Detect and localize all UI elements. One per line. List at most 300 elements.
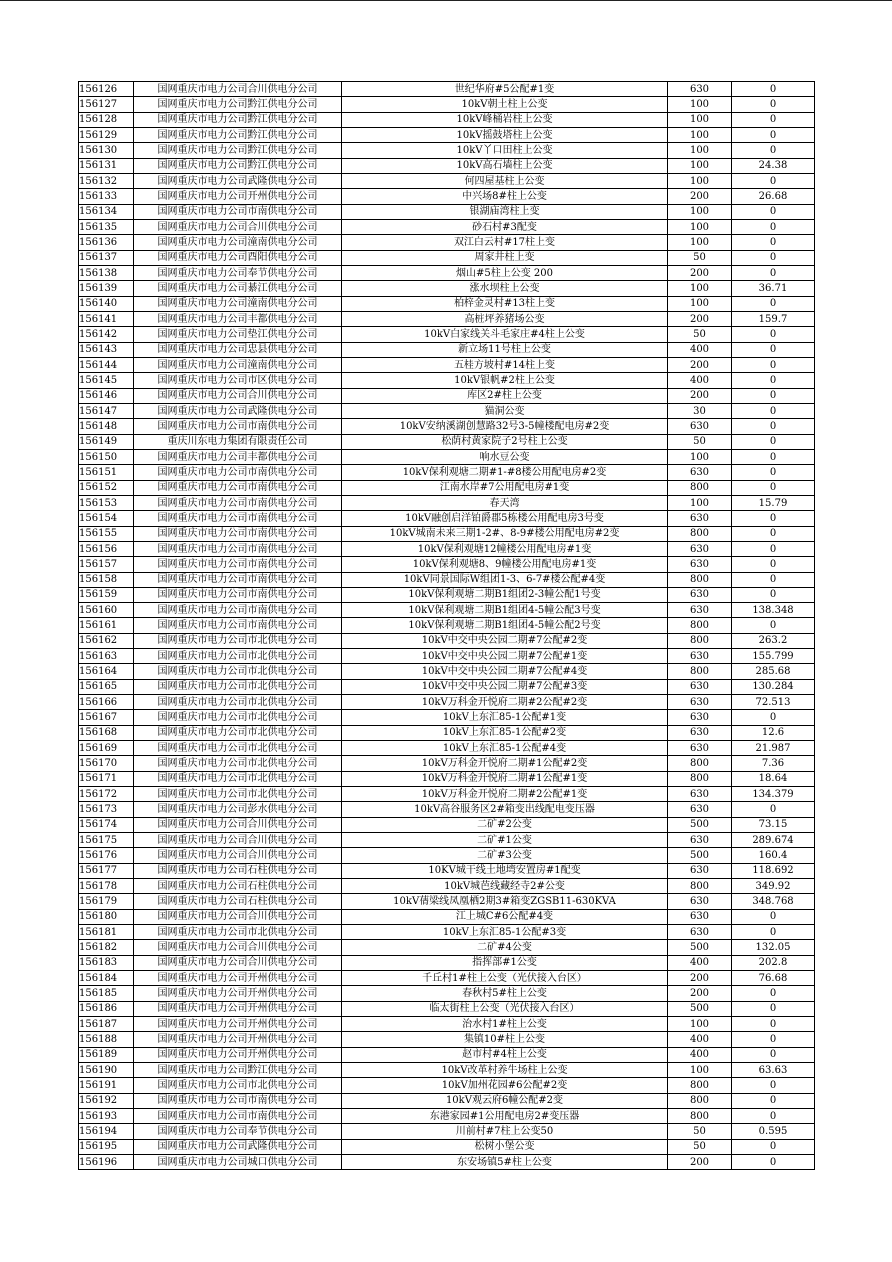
- value-cell: 0: [732, 1154, 815, 1169]
- table-row: [79, 664, 815, 679]
- company-cell: 国网重庆市电力公司市南供电分公司: [134, 587, 342, 602]
- record-id-cell: 156175: [79, 833, 134, 848]
- value-cell: 0: [732, 1093, 815, 1108]
- capacity-cell: 200: [668, 971, 732, 986]
- company-cell: 国网重庆市电力公司市北供电分公司: [134, 633, 342, 648]
- table-row: [79, 143, 815, 158]
- capacity-cell: 50: [668, 1139, 732, 1154]
- record-id-cell: 156148: [79, 419, 134, 434]
- record-id-cell: 156155: [79, 526, 134, 541]
- transformer-name-cell: 东安场镇5#柱上公变: [342, 1154, 668, 1169]
- capacity-cell: 200: [668, 1154, 732, 1169]
- transformer-name-cell: 二矿#4公变: [342, 940, 668, 955]
- company-cell: 国网重庆市电力公司奉节供电分公司: [134, 265, 342, 280]
- value-cell: 0.595: [732, 1124, 815, 1139]
- value-cell: 132.05: [732, 940, 815, 955]
- company-cell: 国网重庆市电力公司市北供电分公司: [134, 725, 342, 740]
- company-cell: 国网重庆市电力公司市北供电分公司: [134, 925, 342, 940]
- company-cell: 国网重庆市电力公司武隆供电分公司: [134, 403, 342, 418]
- record-id-cell: 156143: [79, 342, 134, 357]
- capacity-cell: 100: [668, 127, 732, 142]
- transformer-name-cell: 猫洞公变: [342, 403, 668, 418]
- transformer-name-cell: 10kV安纳溪湖创慧路32号3-5幢楼配电房#2变: [342, 419, 668, 434]
- capacity-cell: 630: [668, 603, 732, 618]
- transformer-name-cell: 10kV中交中央公园二期#7公配#3变: [342, 679, 668, 694]
- table-row: [79, 327, 815, 342]
- record-id-cell: 156136: [79, 235, 134, 250]
- capacity-cell: 200: [668, 311, 732, 326]
- record-id-cell: 156168: [79, 725, 134, 740]
- value-cell: 0: [732, 112, 815, 127]
- company-cell: 国网重庆市电力公司合川供电分公司: [134, 833, 342, 848]
- value-cell: 0: [732, 1108, 815, 1123]
- table-row: [79, 1108, 815, 1123]
- value-cell: 160.4: [732, 848, 815, 863]
- table-row: [79, 572, 815, 587]
- company-cell: 国网重庆市电力公司丰都供电分公司: [134, 311, 342, 326]
- table-row: [79, 741, 815, 756]
- transformer-name-cell: 10kV保利观塘8、9幢楼公用配电房#1变: [342, 557, 668, 572]
- table-row: [79, 265, 815, 280]
- transformer-name-cell: 治水村1#柱上公变: [342, 1017, 668, 1032]
- transformer-name-cell: 新立场11号柱上公变: [342, 342, 668, 357]
- value-cell: 72.513: [732, 695, 815, 710]
- transformer-name-cell: 江南水岸#7公用配电房#1变: [342, 480, 668, 495]
- table-row: [79, 603, 815, 618]
- record-id-cell: 156170: [79, 756, 134, 771]
- record-id-cell: 156182: [79, 940, 134, 955]
- capacity-cell: 630: [668, 863, 732, 878]
- transformer-name-cell: 千丘村1#柱上公变（光伏接入台区）: [342, 971, 668, 986]
- transformer-name-cell: 10kV保利观塘12幢楼公用配电房#1变: [342, 541, 668, 556]
- value-cell: 36.71: [732, 281, 815, 296]
- transformer-name-cell: 10kV朝土柱上公变: [342, 97, 668, 112]
- record-id-cell: 156141: [79, 311, 134, 326]
- transformer-table-body: [79, 82, 815, 1170]
- company-cell: 国网重庆市电力公司黔江供电分公司: [134, 112, 342, 127]
- transformer-name-cell: 二矿#3公变: [342, 848, 668, 863]
- table-row: [79, 679, 815, 694]
- capacity-cell: 200: [668, 986, 732, 1001]
- table-row: [79, 587, 815, 602]
- record-id-cell: 156147: [79, 403, 134, 418]
- table-row: [79, 511, 815, 526]
- capacity-cell: 100: [668, 158, 732, 173]
- company-cell: 国网重庆市电力公司市北供电分公司: [134, 695, 342, 710]
- record-id-cell: 156178: [79, 879, 134, 894]
- table-row: [79, 649, 815, 664]
- record-id-cell: 156138: [79, 265, 134, 280]
- value-cell: 0: [732, 925, 815, 940]
- value-cell: 0: [732, 250, 815, 265]
- capacity-cell: 630: [668, 511, 732, 526]
- company-cell: 国网重庆市电力公司石柱供电分公司: [134, 894, 342, 909]
- table-row: [79, 1032, 815, 1047]
- transformer-name-cell: 砂石村#3配变: [342, 219, 668, 234]
- table-row: [79, 756, 815, 771]
- record-id-cell: 156130: [79, 143, 134, 158]
- table-row: [79, 802, 815, 817]
- company-cell: 国网重庆市电力公司市北供电分公司: [134, 664, 342, 679]
- capacity-cell: 630: [668, 925, 732, 940]
- transformer-name-cell: 二矿#1公变: [342, 833, 668, 848]
- transformer-name-cell: 东港家园#1公用配电房2#变压器: [342, 1108, 668, 1123]
- value-cell: 73.15: [732, 817, 815, 832]
- table-row: [79, 771, 815, 786]
- capacity-cell: 800: [668, 756, 732, 771]
- capacity-cell: 400: [668, 342, 732, 357]
- company-cell: 国网重庆市电力公司酉阳供电分公司: [134, 250, 342, 265]
- table-row: [79, 480, 815, 495]
- value-cell: 138.348: [732, 603, 815, 618]
- record-id-cell: 156172: [79, 787, 134, 802]
- record-id-cell: 156146: [79, 388, 134, 403]
- record-id-cell: 156144: [79, 357, 134, 372]
- company-cell: 国网重庆市电力公司黔江供电分公司: [134, 158, 342, 173]
- record-id-cell: 156164: [79, 664, 134, 679]
- transformer-name-cell: 世纪华府#5公配#1变: [342, 82, 668, 97]
- company-cell: 国网重庆市电力公司市南供电分公司: [134, 419, 342, 434]
- value-cell: 0: [732, 127, 815, 142]
- value-cell: 0: [732, 1001, 815, 1016]
- capacity-cell: 800: [668, 879, 732, 894]
- capacity-cell: 50: [668, 327, 732, 342]
- capacity-cell: 100: [668, 204, 732, 219]
- value-cell: 0: [732, 526, 815, 541]
- record-id-cell: 156167: [79, 710, 134, 725]
- table-row: [79, 1001, 815, 1016]
- value-cell: 0: [732, 1047, 815, 1062]
- capacity-cell: 630: [668, 833, 732, 848]
- transformer-name-cell: 10kV白家线关斗毛家庄#4柱上公变: [342, 327, 668, 342]
- value-cell: 0: [732, 265, 815, 280]
- record-id-cell: 156180: [79, 909, 134, 924]
- record-id-cell: 156152: [79, 480, 134, 495]
- capacity-cell: 800: [668, 526, 732, 541]
- value-cell: 0: [732, 219, 815, 234]
- value-cell: 0: [732, 909, 815, 924]
- value-cell: 7.36: [732, 756, 815, 771]
- capacity-cell: 200: [668, 388, 732, 403]
- company-cell: 国网重庆市电力公司开州供电分公司: [134, 971, 342, 986]
- table-row: [79, 526, 815, 541]
- value-cell: 24.38: [732, 158, 815, 173]
- capacity-cell: 500: [668, 848, 732, 863]
- transformer-table: [78, 81, 815, 1170]
- record-id-cell: 156171: [79, 771, 134, 786]
- record-id-cell: 156169: [79, 741, 134, 756]
- transformer-name-cell: 10kV蒨梁线凤凰栖2期3#箱变ZGSB11-630KVA: [342, 894, 668, 909]
- capacity-cell: 630: [668, 679, 732, 694]
- capacity-cell: 100: [668, 296, 732, 311]
- capacity-cell: 800: [668, 480, 732, 495]
- company-cell: 国网重庆市电力公司市南供电分公司: [134, 557, 342, 572]
- record-id-cell: 156156: [79, 541, 134, 556]
- company-cell: 国网重庆市电力公司石柱供电分公司: [134, 863, 342, 878]
- value-cell: 0: [732, 143, 815, 158]
- value-cell: 15.79: [732, 495, 815, 510]
- transformer-name-cell: 10kV保利观塘二期B1组团2-3幢公配1号变: [342, 587, 668, 602]
- value-cell: 285.68: [732, 664, 815, 679]
- table-row: [79, 557, 815, 572]
- table-row: [79, 449, 815, 464]
- capacity-cell: 100: [668, 449, 732, 464]
- table-row: [79, 940, 815, 955]
- record-id-cell: 156186: [79, 1001, 134, 1016]
- transformer-name-cell: 10kV中交中央公园二期#7公配#4变: [342, 664, 668, 679]
- value-cell: 0: [732, 419, 815, 434]
- transformer-name-cell: 10kV融创启洋铂爵郡5栋楼公用配电房3号变: [342, 511, 668, 526]
- capacity-cell: 630: [668, 649, 732, 664]
- company-cell: 国网重庆市电力公司市南供电分公司: [134, 541, 342, 556]
- capacity-cell: 630: [668, 787, 732, 802]
- table-row: [79, 1093, 815, 1108]
- value-cell: 0: [732, 327, 815, 342]
- capacity-cell: 100: [668, 143, 732, 158]
- value-cell: 348.768: [732, 894, 815, 909]
- value-cell: 0: [732, 557, 815, 572]
- capacity-cell: 630: [668, 419, 732, 434]
- record-id-cell: 156194: [79, 1124, 134, 1139]
- transformer-name-cell: 烟山#5柱上公变 200: [342, 265, 668, 280]
- value-cell: 0: [732, 403, 815, 418]
- record-id-cell: 156192: [79, 1093, 134, 1108]
- transformer-name-cell: 响水豆公变: [342, 449, 668, 464]
- transformer-name-cell: 五桂方坡村#14柱上变: [342, 357, 668, 372]
- table-row: [79, 173, 815, 188]
- company-cell: 国网重庆市电力公司开州供电分公司: [134, 189, 342, 204]
- table-row: [79, 863, 815, 878]
- table-row: [79, 541, 815, 556]
- company-cell: 国网重庆市电力公司市南供电分公司: [134, 495, 342, 510]
- company-cell: 国网重庆市电力公司潼南供电分公司: [134, 296, 342, 311]
- transformer-name-cell: 松荫村黄家院子2号柱上公变: [342, 434, 668, 449]
- transformer-name-cell: 10kV中交中央公园二期#7公配#1变: [342, 649, 668, 664]
- value-cell: 0: [732, 572, 815, 587]
- record-id-cell: 156145: [79, 373, 134, 388]
- company-cell: 国网重庆市电力公司合川供电分公司: [134, 955, 342, 970]
- transformer-name-cell: 10kV上东汇85-1公配#1变: [342, 710, 668, 725]
- record-id-cell: 156173: [79, 802, 134, 817]
- capacity-cell: 200: [668, 357, 732, 372]
- value-cell: 18.64: [732, 771, 815, 786]
- transformer-name-cell: 春天湾: [342, 495, 668, 510]
- table-row: [79, 695, 815, 710]
- company-cell: 国网重庆市电力公司石柱供电分公司: [134, 879, 342, 894]
- capacity-cell: 100: [668, 495, 732, 510]
- value-cell: 0: [732, 710, 815, 725]
- capacity-cell: 50: [668, 250, 732, 265]
- company-cell: 国网重庆市电力公司市北供电分公司: [134, 649, 342, 664]
- table-row: [79, 710, 815, 725]
- transformer-name-cell: 10kV同景国际W组团1-3、6-7#楼公配#4变: [342, 572, 668, 587]
- transformer-name-cell: 二矿#2公变: [342, 817, 668, 832]
- value-cell: 0: [732, 82, 815, 97]
- transformer-name-cell: 10kV丫口田柱上公变: [342, 143, 668, 158]
- value-cell: 202.8: [732, 955, 815, 970]
- table-row: [79, 219, 815, 234]
- value-cell: 0: [732, 465, 815, 480]
- company-cell: 国网重庆市电力公司綦江供电分公司: [134, 281, 342, 296]
- transformer-name-cell: 10kV万科金开悦府二期#2公配#2变: [342, 695, 668, 710]
- transformer-name-cell: 10kV万科金开悦府二期#1公配#2变: [342, 756, 668, 771]
- capacity-cell: 630: [668, 465, 732, 480]
- record-id-cell: 156165: [79, 679, 134, 694]
- value-cell: 0: [732, 618, 815, 633]
- record-id-cell: 156174: [79, 817, 134, 832]
- value-cell: 134.379: [732, 787, 815, 802]
- transformer-name-cell: 松树小堡公变: [342, 1139, 668, 1154]
- company-cell: 国网重庆市电力公司黔江供电分公司: [134, 97, 342, 112]
- company-cell: 国网重庆市电力公司合川供电分公司: [134, 388, 342, 403]
- transformer-name-cell: 10kV高石墙柱上公变: [342, 158, 668, 173]
- record-id-cell: 156126: [79, 82, 134, 97]
- table-row: [79, 925, 815, 940]
- capacity-cell: 800: [668, 771, 732, 786]
- transformer-name-cell: 10kV上东汇85-1公配#3变: [342, 925, 668, 940]
- table-row: [79, 204, 815, 219]
- table-row: [79, 465, 815, 480]
- table-row: [79, 189, 815, 204]
- company-cell: 国网重庆市电力公司合川供电分公司: [134, 82, 342, 97]
- company-cell: 国网重庆市电力公司市区供电分公司: [134, 373, 342, 388]
- capacity-cell: 400: [668, 1047, 732, 1062]
- value-cell: 0: [732, 1032, 815, 1047]
- table-row: [79, 82, 815, 97]
- record-id-cell: 156177: [79, 863, 134, 878]
- value-cell: 289.674: [732, 833, 815, 848]
- transformer-name-cell: 中兴场8#柱上公变: [342, 189, 668, 204]
- record-id-cell: 156187: [79, 1017, 134, 1032]
- transformer-name-cell: 10kV观云府6幢公配#2变: [342, 1093, 668, 1108]
- record-id-cell: 156139: [79, 281, 134, 296]
- value-cell: 0: [732, 173, 815, 188]
- table-row: [79, 434, 815, 449]
- capacity-cell: 100: [668, 112, 732, 127]
- record-id-cell: 156131: [79, 158, 134, 173]
- transformer-name-cell: 川前村#7柱上公变50: [342, 1124, 668, 1139]
- value-cell: 0: [732, 449, 815, 464]
- capacity-cell: 100: [668, 235, 732, 250]
- company-cell: 国网重庆市电力公司市南供电分公司: [134, 1108, 342, 1123]
- value-cell: 263.2: [732, 633, 815, 648]
- value-cell: 0: [732, 511, 815, 526]
- record-id-cell: 156128: [79, 112, 134, 127]
- value-cell: 0: [732, 541, 815, 556]
- capacity-cell: 100: [668, 1017, 732, 1032]
- company-cell: 国网重庆市电力公司市南供电分公司: [134, 572, 342, 587]
- transformer-name-cell: 库区2#柱上公变: [342, 388, 668, 403]
- table-row: [79, 388, 815, 403]
- capacity-cell: 500: [668, 940, 732, 955]
- capacity-cell: 50: [668, 1124, 732, 1139]
- capacity-cell: 800: [668, 1078, 732, 1093]
- transformer-name-cell: 10kV保利观塘二期B1组团4-5幢公配3号变: [342, 603, 668, 618]
- transformer-name-cell: 10kV高谷服务区2#箱变出线配电变压器: [342, 802, 668, 817]
- company-cell: 国网重庆市电力公司彭水供电分公司: [134, 802, 342, 817]
- record-id-cell: 156189: [79, 1047, 134, 1062]
- company-cell: 国网重庆市电力公司合川供电分公司: [134, 817, 342, 832]
- record-id-cell: 156132: [79, 173, 134, 188]
- table-row: [79, 112, 815, 127]
- value-cell: 349.92: [732, 879, 815, 894]
- record-id-cell: 156149: [79, 434, 134, 449]
- value-cell: 118.692: [732, 863, 815, 878]
- transformer-name-cell: 10kV峰桶岩柱上公变: [342, 112, 668, 127]
- record-id-cell: 156151: [79, 465, 134, 480]
- transformer-name-cell: 10KV城干线土地塆安置房#1配变: [342, 863, 668, 878]
- table-row: [79, 158, 815, 173]
- transformer-name-cell: 10kV加州花园#6公配#2变: [342, 1078, 668, 1093]
- transformer-name-cell: 指挥部#1公变: [342, 955, 668, 970]
- table-row: [79, 311, 815, 326]
- transformer-name-cell: 10kV城芭线藏经寺2#公变: [342, 879, 668, 894]
- transformer-name-cell: 柏梓金灵村#13柱上变: [342, 296, 668, 311]
- record-id-cell: 156135: [79, 219, 134, 234]
- table-row: [79, 250, 815, 265]
- capacity-cell: 630: [668, 802, 732, 817]
- record-id-cell: 156183: [79, 955, 134, 970]
- value-cell: 159.7: [732, 311, 815, 326]
- record-id-cell: 156185: [79, 986, 134, 1001]
- transformer-name-cell: 涨水坝柱上公变: [342, 281, 668, 296]
- table-row: [79, 848, 815, 863]
- company-cell: 国网重庆市电力公司市北供电分公司: [134, 1078, 342, 1093]
- table-row: [79, 909, 815, 924]
- table-row: [79, 1017, 815, 1032]
- company-cell: 国网重庆市电力公司市南供电分公司: [134, 526, 342, 541]
- capacity-cell: 400: [668, 373, 732, 388]
- record-id-cell: 156157: [79, 557, 134, 572]
- capacity-cell: 630: [668, 541, 732, 556]
- record-id-cell: 156153: [79, 495, 134, 510]
- company-cell: 国网重庆市电力公司黔江供电分公司: [134, 1063, 342, 1078]
- record-id-cell: 156166: [79, 695, 134, 710]
- company-cell: 国网重庆市电力公司市北供电分公司: [134, 679, 342, 694]
- company-cell: 国网重庆市电力公司市南供电分公司: [134, 480, 342, 495]
- capacity-cell: 400: [668, 1032, 732, 1047]
- company-cell: 国网重庆市电力公司合川供电分公司: [134, 940, 342, 955]
- company-cell: 国网重庆市电力公司潼南供电分公司: [134, 235, 342, 250]
- value-cell: 0: [732, 1078, 815, 1093]
- capacity-cell: 800: [668, 664, 732, 679]
- company-cell: 国网重庆市电力公司市南供电分公司: [134, 1093, 342, 1108]
- company-cell: 重庆川东电力集团有限责任公司: [134, 434, 342, 449]
- transformer-name-cell: 银湖庙湾柱上变: [342, 204, 668, 219]
- record-id-cell: 156161: [79, 618, 134, 633]
- value-cell: 0: [732, 235, 815, 250]
- value-cell: 0: [732, 388, 815, 403]
- value-cell: 0: [732, 587, 815, 602]
- record-id-cell: 156162: [79, 633, 134, 648]
- record-id-cell: 156195: [79, 1139, 134, 1154]
- value-cell: 26.68: [732, 189, 815, 204]
- value-cell: 0: [732, 357, 815, 372]
- value-cell: 0: [732, 342, 815, 357]
- table-row: [79, 373, 815, 388]
- transformer-name-cell: 10kV城南未来三期1-2#、8-9#楼公用配电房#2变: [342, 526, 668, 541]
- record-id-cell: 156142: [79, 327, 134, 342]
- transformer-name-cell: 10kV改革村养牛场柱上公变: [342, 1063, 668, 1078]
- table-row: [79, 97, 815, 112]
- value-cell: 21.987: [732, 741, 815, 756]
- table-row: [79, 879, 815, 894]
- transformer-name-cell: 10kV上东汇85-1公配#2变: [342, 725, 668, 740]
- company-cell: 国网重庆市电力公司市北供电分公司: [134, 741, 342, 756]
- value-cell: 76.68: [732, 971, 815, 986]
- record-id-cell: 156191: [79, 1078, 134, 1093]
- capacity-cell: 50: [668, 434, 732, 449]
